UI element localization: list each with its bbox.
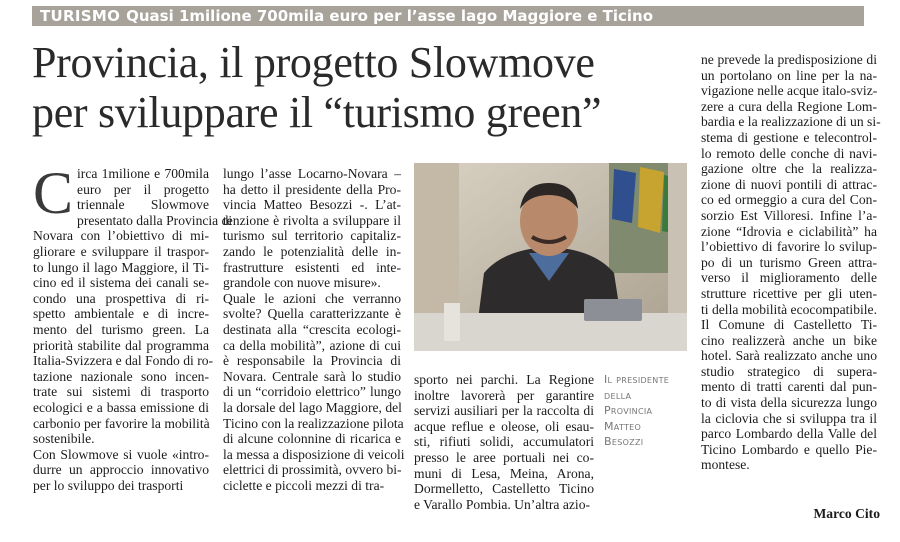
article-column-1 bbox=[33, 160, 233, 493]
text-line: ecologici e a bassa emissione di bbox=[33, 399, 209, 415]
text-line: irca 1milione e 700mila bbox=[77, 166, 209, 181]
text-line: carbonio per favorire la mobilità bbox=[33, 415, 210, 431]
text-line: la dorsale del lago Maggiore, del bbox=[223, 399, 402, 415]
text-line: strutture ricettive per gli uten- bbox=[701, 285, 877, 301]
caption-text bbox=[604, 372, 692, 450]
text-line: studio strategico di supera- bbox=[701, 363, 877, 379]
text-line: lo remoto delle conche di navi- bbox=[701, 145, 877, 161]
column-2-text bbox=[223, 166, 405, 493]
text-line: muni di Lesa, Meina, Arona, bbox=[414, 465, 594, 481]
text-line: la messa a disposizione di veicoli bbox=[223, 446, 405, 462]
text-line: cino realizzerà anche un bike bbox=[701, 332, 877, 348]
drop-cap: C bbox=[33, 160, 74, 226]
headline bbox=[32, 38, 692, 138]
text-line: condo una prospettiva di ri- bbox=[33, 290, 209, 306]
text-line: Ticino Lombardo e quello Pie- bbox=[701, 441, 877, 457]
text-line: ha detto il presidente della Pro- bbox=[223, 181, 401, 197]
text-line: l’obiettivo di favorire lo svilup- bbox=[701, 239, 877, 255]
column-4-text bbox=[701, 52, 881, 473]
text-line: acque reflue e oleose, oli esau- bbox=[414, 418, 594, 434]
text-line: per lo sviluppo dei trasporti bbox=[33, 477, 184, 493]
text-line: gazione oltre che la realizza- bbox=[701, 161, 877, 177]
text-line: sostenibile. bbox=[33, 431, 95, 447]
text-line: Con Slowmove si vuole «intro- bbox=[33, 446, 209, 462]
text-line: Novara. Centrale sarà lo studio bbox=[223, 368, 401, 384]
photo-portrait bbox=[414, 163, 687, 351]
text-line: Ticino con la realizzazione pilota bbox=[223, 415, 404, 431]
text-line: vigazione nelle acque italo-sviz- bbox=[701, 83, 878, 99]
text-line: parco Lombardo della Valle del bbox=[701, 426, 877, 442]
text-line: svolte? Quella caratterizzante è bbox=[223, 306, 401, 322]
author-byline: Marco Cito bbox=[813, 506, 880, 521]
text-line: hotel. Sarà realizzato anche uno bbox=[701, 348, 877, 364]
caption-line: Provincia bbox=[604, 404, 653, 417]
photo-caption bbox=[604, 372, 692, 450]
caption-line: Il presidente bbox=[604, 373, 670, 386]
text-line: montese. bbox=[701, 457, 750, 473]
text-line: mento del turismo green. La bbox=[33, 321, 209, 337]
text-line: spetto ambientale e di incre- bbox=[33, 306, 209, 322]
text-line: Dormelletto, Castelletto Ticino bbox=[414, 481, 594, 497]
article-column-4 bbox=[701, 52, 881, 473]
text-line: mento di tratti carenti dal pun- bbox=[701, 379, 877, 395]
text-line: elettrici di prossimità, ovvero bi- bbox=[223, 462, 402, 478]
caption-line: della bbox=[604, 388, 632, 402]
text-line: sorzio Est Villoresi. Infine l’a- bbox=[701, 207, 877, 223]
text-line: presentato dalla Provincia di bbox=[77, 212, 233, 228]
text-line: grandole con nuove misure». bbox=[223, 275, 381, 291]
text-line: durre un approccio innovativo bbox=[33, 462, 209, 478]
text-line: un portolano on line per la na- bbox=[701, 67, 877, 83]
text-line: to di vista della sicurezza lungo bbox=[701, 395, 877, 411]
text-line: zione di nuovi pontili di attrac- bbox=[701, 176, 877, 192]
text-line: euro per il progetto bbox=[77, 181, 209, 197]
text-line: Novara con l’obiettivo di mi- bbox=[33, 228, 209, 244]
text-line: triennale Slowmove bbox=[77, 197, 209, 213]
text-line: presso le aree portuali nei co- bbox=[414, 449, 594, 465]
kicker-text: Quasi 1milione 700mila euro per l’asse lago Maggiore e Ticino bbox=[126, 7, 654, 25]
text-line: zione “Idrovia e ciclabilità” ha bbox=[701, 223, 877, 239]
text-line: zere a cura della Regione Lom- bbox=[701, 98, 877, 114]
text-line: ca della mobilità”, azione di cui bbox=[223, 337, 401, 353]
text-line: turismo sul territorio capitaliz- bbox=[223, 228, 401, 244]
column-3-text bbox=[414, 372, 594, 512]
article-column-3 bbox=[414, 372, 594, 512]
text-line: zando le potenzialità delle in- bbox=[223, 243, 401, 259]
text-line: ne prevede la predisposizione di bbox=[701, 52, 877, 67]
text-line: tenzione è rivolta a sviluppare il bbox=[223, 212, 401, 228]
headline-line-1: Provincia, il progetto Slowmove bbox=[32, 38, 595, 87]
text-line: è responsabile la Provincia di bbox=[223, 353, 401, 369]
text-line: cino ed il sistema dei canali se- bbox=[33, 275, 209, 291]
text-line: ciclette e piccoli mezzi di tra- bbox=[223, 477, 385, 493]
text-line: priorità stabilite dal programma bbox=[33, 337, 209, 353]
section-kicker bbox=[32, 6, 864, 26]
article-column-2 bbox=[223, 166, 405, 493]
section-label: TURISMO bbox=[40, 7, 121, 25]
text-line: gliorare e sviluppare il traspor- bbox=[33, 243, 209, 259]
text-line: destinata alla “crescita ecologi- bbox=[223, 321, 401, 337]
text-line: sporto nei parchi. La Regione bbox=[414, 372, 594, 387]
text-line: verso il miglioramento delle bbox=[701, 270, 877, 286]
text-line: ti della mobilità ecocompatibile. bbox=[701, 301, 877, 317]
text-line: servizi ausiliari per la raccolta di bbox=[414, 403, 594, 419]
caption-line: Matteo bbox=[604, 419, 642, 433]
text-line: vincia Matteo Besozzi -. L’at- bbox=[223, 197, 401, 213]
text-line: frastrutture esistenti ed inte- bbox=[223, 259, 401, 275]
text-line: Il Comune di Castelletto Ti- bbox=[701, 317, 877, 333]
text-line: trate sui sistemi di trasporto bbox=[33, 384, 209, 400]
text-line: tazione nazionale sono incen- bbox=[33, 368, 209, 384]
text-line: di un “corridoio elettrico” lungo bbox=[223, 384, 401, 400]
text-line: stema di gestione e telecontrol- bbox=[701, 129, 877, 145]
caption-line: Besozzi bbox=[604, 435, 644, 448]
text-line: e Varallo Pombia. Un’altra azio- bbox=[414, 496, 591, 512]
text-line: sti, rifiuti solidi, accumulatori bbox=[414, 434, 594, 450]
headline-line-2: per sviluppare il “turismo green” bbox=[32, 88, 602, 137]
text-line: di alcune colonnine di ricarica e bbox=[223, 431, 401, 447]
article-photo bbox=[414, 163, 687, 351]
text-line: co ed ormeggio a cura del Con- bbox=[701, 192, 877, 208]
text-line: lungo l’asse Locarno-Novara – bbox=[223, 166, 401, 181]
text-line: bardia e la realizzazione di un si- bbox=[701, 114, 881, 130]
text-line: la ciclovia che si sviluppa tra il bbox=[701, 410, 877, 426]
text-line: Quale le azioni che verranno bbox=[223, 290, 401, 306]
text-line: Italia-Svizzera e dal Fondo di ro- bbox=[33, 353, 214, 369]
text-line: to lungo il lago Maggiore, il Ti- bbox=[33, 259, 209, 275]
text-line: inoltre lavorerà per garantire bbox=[414, 387, 594, 403]
text-line: po di un turismo Green attra- bbox=[701, 254, 877, 270]
